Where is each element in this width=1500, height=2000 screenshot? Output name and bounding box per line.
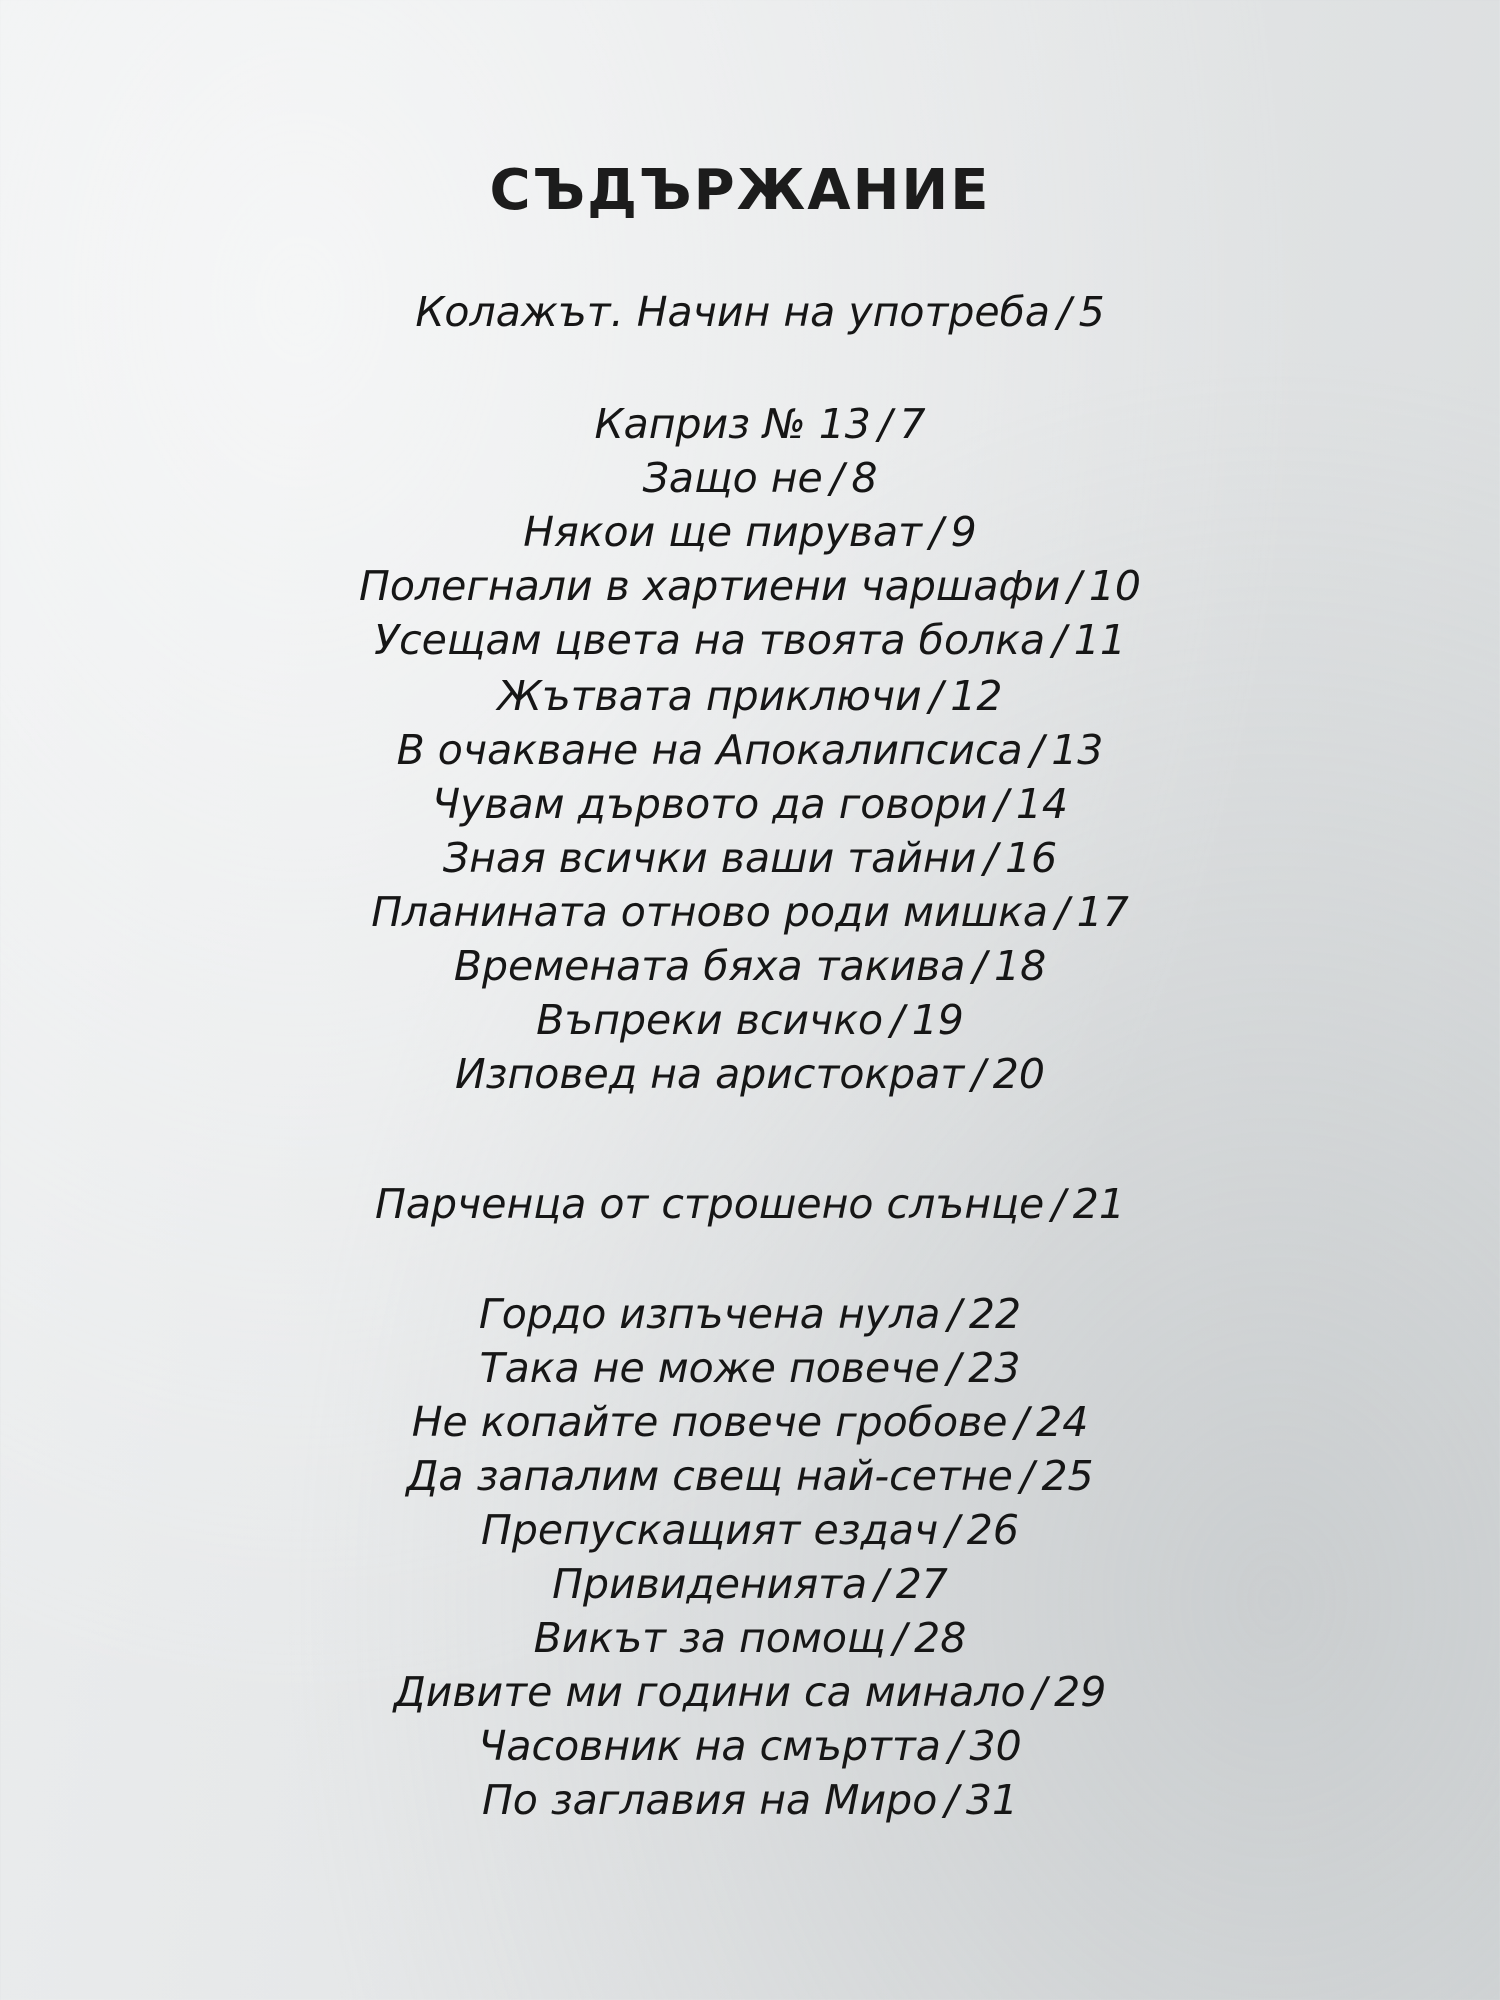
toc-entry-title: По заглавия на Миро (481, 1776, 938, 1824)
toc-entry-separator: / (1014, 1398, 1029, 1446)
toc-entry-page-number: 20 (992, 1050, 1045, 1098)
toc-entry (0, 1504, 1500, 1556)
toc-entry-page-number: 22 (968, 1290, 1022, 1338)
toc-entry-title: Полегнали в хартиени чаршафи (358, 562, 1061, 610)
toc-entry (0, 724, 1500, 776)
toc-entry-page-number: 28 (914, 1614, 967, 1662)
toc-entry-page-number: 7 (899, 400, 926, 448)
toc-entry (0, 1342, 1500, 1394)
toc-entry (0, 940, 1500, 992)
toc-entry-separator: / (1057, 288, 1072, 336)
toc-entry-title: Някои ще пируват (523, 508, 923, 556)
toc-entry-title: Часовник на смъртта (478, 1722, 941, 1770)
toc-entry (0, 1774, 1500, 1826)
toc-entry-page-number: 30 (969, 1722, 1022, 1770)
toc-entry-title: Така не може повече (479, 1344, 940, 1392)
toc-entry (10, 286, 1500, 338)
toc-entry-title: Дивите ми години са минало (393, 1668, 1026, 1716)
toc-entry-separator: / (874, 1560, 889, 1608)
toc-entry-page-number: 10 (1088, 562, 1141, 610)
toc-entry-separator: / (1067, 562, 1082, 610)
toc-entry-page-number: 29 (1054, 1668, 1107, 1716)
toc-entry-separator: / (947, 1344, 961, 1392)
toc-entry-title: Да запалим свещ най-сетне (406, 1452, 1013, 1500)
toc-entry-page-number: 18 (994, 942, 1047, 990)
toc-entry-separator: / (830, 454, 844, 502)
toc-entry-separator: / (945, 1506, 960, 1554)
toc-entry (0, 886, 1500, 938)
toc-entry-title: Защо не (642, 454, 823, 502)
toc-entry-title: Викът за помощ (533, 1614, 886, 1662)
toc-entry-title: Колажът. Начин на употреба (415, 288, 1051, 336)
toc-entry (0, 614, 1500, 666)
toc-entry (0, 1288, 1500, 1340)
toc-entry-separator: / (944, 1776, 959, 1824)
toc-entry (0, 994, 1500, 1046)
toc-entry (0, 1178, 1500, 1230)
toc-entry-page-number: 19 (911, 996, 964, 1044)
toc-entry-page-number: 25 (1041, 1452, 1094, 1500)
toc-entry-title: Усещам цвета на твоята болка (374, 616, 1046, 664)
toc-entry-separator: / (1020, 1452, 1035, 1500)
toc-entry-separator: / (929, 508, 944, 556)
toc-entry-separator: / (929, 672, 943, 720)
toc-entry-title: Гордо изпъчена нула (478, 1290, 941, 1338)
toc-entry (10, 452, 1500, 504)
toc-entry-page-number: 16 (1004, 834, 1058, 882)
toc-entry-page-number: 24 (1036, 1398, 1089, 1446)
toc-entry-page-number: 12 (950, 672, 1003, 720)
toc-entry (0, 1048, 1500, 1100)
toc-entry-page-number: 13 (1051, 726, 1104, 774)
toc-entry-separator: / (890, 996, 905, 1044)
toc-entry-separator: / (994, 780, 1009, 828)
toc-entry (0, 1720, 1500, 1772)
toc-entry-page-number: 23 (968, 1344, 1021, 1392)
toc-entry-page-number: 21 (1072, 1180, 1125, 1228)
toc-entry-title: Чувам дървото да говори (431, 780, 988, 828)
toc-entry (10, 398, 1500, 450)
toc-entry-separator: / (1051, 1180, 1066, 1228)
toc-entry (0, 1666, 1500, 1718)
toc-entry (0, 1558, 1500, 1610)
toc-entry (0, 832, 1500, 884)
toc-entry-title: Жътвата приключи (497, 672, 922, 720)
toc-entry-page-number: 9 (950, 508, 977, 556)
toc-entry-page-number: 31 (965, 1776, 1019, 1824)
toc-entry-title: Привиденията (552, 1560, 868, 1608)
toc-entry-page-number: 26 (966, 1506, 1019, 1554)
toc-entry (0, 778, 1500, 830)
toc-entry-separator: / (948, 1722, 963, 1770)
toc-entry-separator: / (1052, 616, 1067, 664)
toc-entry-separator: / (971, 1050, 986, 1098)
toc-entry-title: Зная всички ваши тайни (442, 834, 977, 882)
toc-entry (0, 506, 1500, 558)
toc-entry-page-number: 27 (895, 1560, 948, 1608)
toc-entry-separator: / (1030, 726, 1044, 774)
toc-entry-separator: / (972, 942, 987, 990)
toc-entry-separator: / (983, 834, 998, 882)
toc-entry-title: Препускащият ездач (481, 1506, 939, 1554)
toc-entry-page-number: 5 (1078, 288, 1105, 336)
toc-entry-title: Изповед на аристократ (455, 1050, 965, 1098)
toc-entry-separator: / (947, 1290, 962, 1338)
toc-entry-page-number: 17 (1076, 888, 1129, 936)
toc-entry-separator: / (878, 400, 893, 448)
toc-entry-separator: / (892, 1614, 907, 1662)
page-title: СЪДЪРЖАНИЕ (489, 158, 991, 223)
toc-entry (0, 1396, 1500, 1448)
toc-entry-separator: / (1032, 1668, 1047, 1716)
toc-entry-separator: / (1055, 888, 1070, 936)
toc-entry-page-number: 14 (1015, 780, 1068, 828)
toc-entry-title: Каприз № 13 (594, 400, 871, 448)
toc-entry-title: Времената бяха такива (453, 942, 966, 990)
toc-entry-title: В очакване на Апокалипсиса (396, 726, 1023, 774)
toc-entry (0, 670, 1500, 722)
toc-entry (0, 560, 1500, 612)
toc-entry-page-number: 11 (1073, 616, 1126, 664)
toc-entry-title: Парченца от строшено слънце (375, 1180, 1045, 1228)
toc-entry (0, 1612, 1500, 1664)
toc-entry-title: Планината отново роди мишка (371, 888, 1049, 936)
toc-entry (0, 1450, 1500, 1502)
toc-entry-page-number: 8 (851, 454, 878, 502)
toc-entry-title: Не копайте повече гробове (411, 1398, 1008, 1446)
toc-entry-title: Въпреки всичко (536, 996, 884, 1044)
